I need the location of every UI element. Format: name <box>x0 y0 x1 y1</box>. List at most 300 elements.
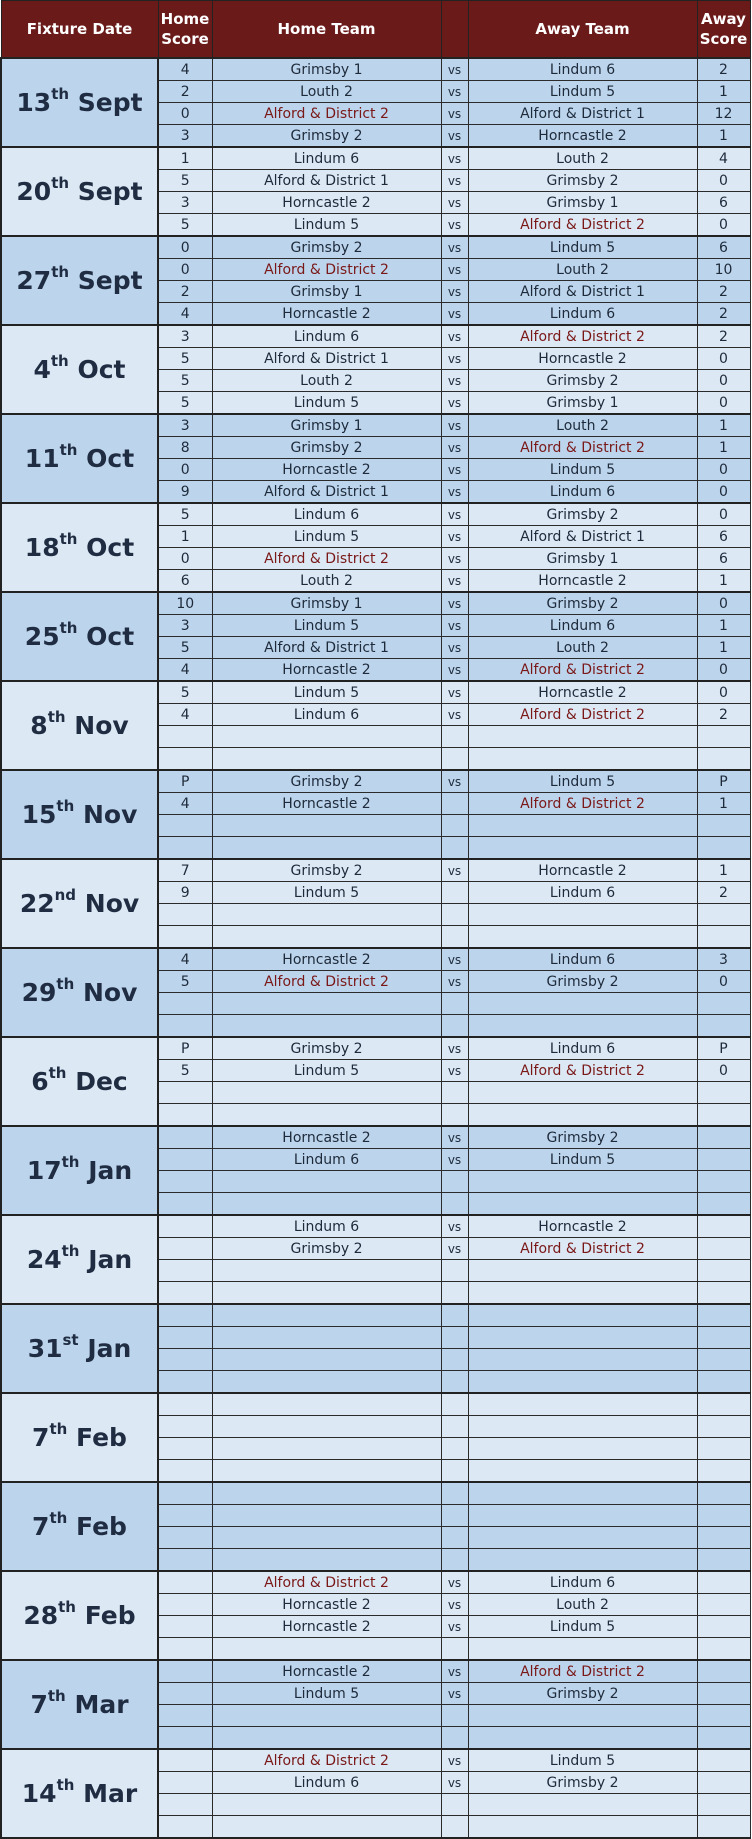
home-team-cell <box>212 1638 441 1661</box>
vs-cell <box>441 1304 468 1327</box>
away-team-cell: Horncastle 2 <box>468 125 697 148</box>
fixture-group <box>1 1571 750 1660</box>
away-team-cell: Lindum 5 <box>468 1749 697 1772</box>
away-team-cell: Horncastle 2 <box>468 681 697 704</box>
home-team-cell <box>212 837 441 860</box>
away-team-cell: Alford & District 2 <box>468 1660 697 1683</box>
away-score-cell: 4 <box>697 147 750 170</box>
home-team-cell <box>212 1482 441 1505</box>
home-score-cell <box>158 1349 212 1371</box>
home-team-cell: Lindum 5 <box>212 1683 441 1705</box>
fixture-date <box>1 770 158 859</box>
away-score-cell: 0 <box>697 348 750 370</box>
away-score-cell <box>697 1482 750 1505</box>
header-home-team: Home Team <box>212 1 441 59</box>
away-team-cell <box>468 837 697 860</box>
fixture-day-suffix: th <box>59 441 78 460</box>
away-team-cell: Lindum 5 <box>468 770 697 793</box>
away-team-cell <box>468 1549 697 1572</box>
away-team-cell: Alford & District 2 <box>468 1238 697 1260</box>
away-score-cell: 1 <box>697 793 750 815</box>
fixture-group <box>1 1215 750 1304</box>
home-team-cell <box>212 1505 441 1527</box>
fixture-day: 27 <box>16 265 52 295</box>
away-score-cell <box>697 1527 750 1549</box>
home-score-cell: 0 <box>158 259 212 281</box>
away-team-cell <box>468 1104 697 1127</box>
away-team-cell <box>468 1327 697 1349</box>
fixture-day-suffix: th <box>51 85 70 104</box>
fixture-group <box>1 1482 750 1571</box>
home-score-cell <box>158 1327 212 1349</box>
vs-cell: vs <box>441 214 468 237</box>
away-score-cell <box>697 1171 750 1193</box>
away-team-cell: Lindum 6 <box>468 481 697 504</box>
away-team-cell: Grimsby 2 <box>468 503 697 526</box>
fixture-day-suffix: th <box>59 619 78 638</box>
vs-cell: vs <box>441 592 468 615</box>
vs-cell: vs <box>441 81 468 103</box>
home-score-cell: 5 <box>158 971 212 993</box>
vs-cell: vs <box>441 1749 468 1772</box>
vs-cell <box>441 1527 468 1549</box>
away-team-cell: Grimsby 2 <box>468 1126 697 1149</box>
vs-cell: vs <box>441 1037 468 1060</box>
away-score-cell: 2 <box>697 325 750 348</box>
home-team-cell: Alford & District 2 <box>212 971 441 993</box>
vs-cell: vs <box>441 971 468 993</box>
home-score-cell <box>158 1705 212 1727</box>
vs-cell: vs <box>441 1594 468 1616</box>
away-score-cell <box>697 1683 750 1705</box>
away-team-cell: Grimsby 2 <box>468 170 697 192</box>
away-score-cell: 0 <box>697 971 750 993</box>
away-team-cell: Louth 2 <box>468 259 697 281</box>
home-score-cell: 4 <box>158 303 212 326</box>
away-score-cell: 6 <box>697 526 750 548</box>
home-team-cell <box>212 1460 441 1483</box>
fixture-day-suffix: th <box>56 975 75 994</box>
away-score-cell <box>697 726 750 748</box>
fixture-group <box>1 325 750 414</box>
vs-cell <box>441 1371 468 1394</box>
fixture-group <box>1 1126 750 1215</box>
away-team-cell: Lindum 6 <box>468 58 697 81</box>
away-score-cell <box>697 1282 750 1305</box>
home-score-cell <box>158 726 212 748</box>
home-score-cell <box>158 1282 212 1305</box>
fixture-group <box>1 1749 750 1838</box>
home-team-cell: Horncastle 2 <box>212 659 441 682</box>
fixture-month: Jan <box>87 1333 132 1363</box>
home-score-cell: 3 <box>158 125 212 148</box>
vs-cell: vs <box>441 125 468 148</box>
vs-cell <box>441 1282 468 1305</box>
home-team-cell <box>212 1371 441 1394</box>
home-team-cell: Horncastle 2 <box>212 303 441 326</box>
away-score-cell: 0 <box>697 370 750 392</box>
home-score-cell <box>158 1460 212 1483</box>
vs-cell <box>441 882 468 904</box>
home-team-cell <box>212 1705 441 1727</box>
home-team-cell: Alford & District 2 <box>212 259 441 281</box>
home-score-cell: 4 <box>158 704 212 726</box>
away-team-cell <box>468 1371 697 1394</box>
away-score-cell <box>697 1438 750 1460</box>
away-team-cell <box>468 1794 697 1816</box>
home-team-cell: Louth 2 <box>212 570 441 593</box>
home-score-cell <box>158 1104 212 1127</box>
home-score-cell <box>158 815 212 837</box>
away-team-cell: Alford & District 2 <box>468 793 697 815</box>
away-team-cell: Lindum 6 <box>468 1571 697 1594</box>
away-team-cell: Louth 2 <box>468 1594 697 1616</box>
away-score-cell <box>697 1616 750 1638</box>
home-score-cell: 5 <box>158 370 212 392</box>
vs-cell: vs <box>441 1238 468 1260</box>
vs-cell <box>441 837 468 860</box>
away-team-cell <box>468 1527 697 1549</box>
table-row <box>1 147 750 170</box>
home-score-cell: P <box>158 1037 212 1060</box>
fixture-date <box>1 1660 158 1749</box>
away-score-cell <box>697 1104 750 1127</box>
home-score-cell: 5 <box>158 392 212 415</box>
table-row <box>1 770 750 793</box>
away-score-cell <box>697 1215 750 1238</box>
home-score-cell <box>158 1171 212 1193</box>
away-score-cell <box>697 1772 750 1794</box>
away-team-cell: Horncastle 2 <box>468 1215 697 1238</box>
away-team-cell: Alford & District 2 <box>468 214 697 237</box>
vs-cell <box>441 793 468 815</box>
vs-cell: vs <box>441 1772 468 1794</box>
fixture-day: 15 <box>21 799 57 829</box>
fixture-month: Feb <box>76 1511 127 1541</box>
fixture-month: Oct <box>77 354 126 384</box>
fixture-date <box>1 414 158 503</box>
home-team-cell: Lindum 5 <box>212 681 441 704</box>
vs-cell: vs <box>441 392 468 415</box>
home-score-cell <box>158 1594 212 1616</box>
home-score-cell: 1 <box>158 526 212 548</box>
home-score-cell: 5 <box>158 348 212 370</box>
away-score-cell <box>697 1304 750 1327</box>
fixture-day: 29 <box>21 977 57 1007</box>
home-score-cell: 5 <box>158 681 212 704</box>
vs-cell: vs <box>441 459 468 481</box>
fixture-day-suffix: th <box>48 1064 67 1083</box>
home-score-cell: 9 <box>158 882 212 904</box>
home-team-cell: Lindum 5 <box>212 526 441 548</box>
away-team-cell: Lindum 5 <box>468 81 697 103</box>
away-team-cell: Louth 2 <box>468 637 697 659</box>
home-team-cell <box>212 726 441 748</box>
away-team-cell: Lindum 5 <box>468 1149 697 1171</box>
vs-cell <box>441 1416 468 1438</box>
away-score-cell <box>697 1816 750 1839</box>
away-score-cell: 12 <box>697 103 750 125</box>
away-team-cell <box>468 1260 697 1282</box>
home-team-cell <box>212 926 441 949</box>
away-team-cell <box>468 815 697 837</box>
vs-cell: vs <box>441 570 468 593</box>
vs-cell: vs <box>441 615 468 637</box>
home-team-cell <box>212 1260 441 1282</box>
away-score-cell: 0 <box>697 1060 750 1082</box>
table-row <box>1 1660 750 1683</box>
away-team-cell <box>468 1482 697 1505</box>
away-team-cell <box>468 993 697 1015</box>
fixture-day: 14 <box>21 1778 57 1808</box>
header-away-score-line1: Away <box>701 10 746 28</box>
home-score-cell <box>158 1304 212 1327</box>
fixture-group <box>1 1660 750 1749</box>
fixture-day-suffix: th <box>61 1242 80 1261</box>
away-score-cell: P <box>697 770 750 793</box>
home-team-cell: Grimsby 1 <box>212 592 441 615</box>
vs-cell: vs <box>441 548 468 570</box>
home-score-cell: 5 <box>158 170 212 192</box>
home-team-cell: Alford & District 2 <box>212 548 441 570</box>
vs-cell: vs <box>441 1571 468 1594</box>
home-score-cell: 0 <box>158 236 212 259</box>
fixture-group <box>1 681 750 770</box>
away-score-cell <box>697 1327 750 1349</box>
vs-cell <box>441 1327 468 1349</box>
home-team-cell: Horncastle 2 <box>212 1616 441 1638</box>
away-score-cell <box>697 1082 750 1104</box>
home-score-cell <box>158 1571 212 1594</box>
vs-cell: vs <box>441 281 468 303</box>
fixture-group <box>1 1304 750 1393</box>
home-team-cell <box>212 1015 441 1038</box>
header-fixture-date: Fixture Date <box>1 1 158 59</box>
home-score-cell: 9 <box>158 481 212 504</box>
away-score-cell: 0 <box>697 392 750 415</box>
fixture-date <box>1 1304 158 1393</box>
fixture-group <box>1 948 750 1037</box>
home-team-cell <box>212 1727 441 1750</box>
home-team-cell <box>212 993 441 1015</box>
fixture-month: Dec <box>75 1066 128 1096</box>
vs-cell <box>441 1082 468 1104</box>
away-team-cell <box>468 904 697 926</box>
vs-cell: vs <box>441 348 468 370</box>
away-score-cell <box>697 1727 750 1750</box>
home-team-cell: Grimsby 1 <box>212 414 441 437</box>
header-away-score-line2: Score <box>699 30 748 48</box>
away-team-cell <box>468 1304 697 1327</box>
away-score-cell <box>697 748 750 771</box>
home-team-cell: Horncastle 2 <box>212 948 441 971</box>
away-team-cell <box>468 1015 697 1038</box>
fixture-month: Sept <box>77 265 143 295</box>
fixture-month: Oct <box>86 443 135 473</box>
vs-cell: vs <box>441 325 468 348</box>
fixture-month: Jan <box>88 1155 133 1185</box>
fixture-month: Oct <box>86 621 135 651</box>
fixture-date <box>1 1037 158 1126</box>
home-score-cell <box>158 1772 212 1794</box>
home-score-cell: 4 <box>158 659 212 682</box>
fixture-group <box>1 592 750 681</box>
home-team-cell: Lindum 6 <box>212 147 441 170</box>
home-score-cell <box>158 1416 212 1438</box>
away-score-cell <box>697 1571 750 1594</box>
home-team-cell: Louth 2 <box>212 81 441 103</box>
away-team-cell <box>468 1171 697 1193</box>
vs-cell <box>441 748 468 771</box>
away-score-cell: 6 <box>697 548 750 570</box>
fixture-day: 4 <box>33 354 51 384</box>
away-team-cell: Alford & District 1 <box>468 281 697 303</box>
fixture-month: Mar <box>74 1689 129 1719</box>
home-score-cell: P <box>158 770 212 793</box>
vs-cell: vs <box>441 681 468 704</box>
fixture-day-suffix: th <box>47 708 66 727</box>
away-team-cell <box>468 1727 697 1750</box>
vs-cell <box>441 1171 468 1193</box>
home-team-cell <box>212 1082 441 1104</box>
home-team-cell: Horncastle 2 <box>212 459 441 481</box>
away-score-cell: 0 <box>697 481 750 504</box>
fixture-day-suffix: th <box>61 1153 80 1172</box>
fixture-date <box>1 1126 158 1215</box>
away-score-cell <box>697 1193 750 1216</box>
home-team-cell: Grimsby 2 <box>212 859 441 882</box>
home-score-cell: 1 <box>158 147 212 170</box>
home-team-cell <box>212 1104 441 1127</box>
away-score-cell <box>697 1126 750 1149</box>
fixture-date <box>1 325 158 414</box>
vs-cell: vs <box>441 1060 468 1082</box>
vs-cell <box>441 1260 468 1282</box>
away-score-cell <box>697 1549 750 1572</box>
home-score-cell: 7 <box>158 859 212 882</box>
fixture-day-suffix: st <box>62 1331 79 1350</box>
home-score-cell <box>158 1482 212 1505</box>
home-team-cell: Grimsby 2 <box>212 125 441 148</box>
fixture-day: 6 <box>31 1066 49 1096</box>
home-score-cell: 5 <box>158 503 212 526</box>
home-score-cell <box>158 1794 212 1816</box>
home-score-cell <box>158 1749 212 1772</box>
table-row <box>1 1304 750 1327</box>
table-row <box>1 592 750 615</box>
header-home-score <box>158 1 212 59</box>
fixture-date <box>1 1571 158 1660</box>
home-team-cell <box>212 1527 441 1549</box>
away-score-cell: 0 <box>697 214 750 237</box>
fixture-date <box>1 1482 158 1571</box>
away-score-cell: 1 <box>697 437 750 459</box>
home-score-cell: 5 <box>158 1060 212 1082</box>
table-row <box>1 1571 750 1594</box>
home-score-cell: 3 <box>158 414 212 437</box>
home-team-cell: Lindum 6 <box>212 1772 441 1794</box>
table-row <box>1 948 750 971</box>
away-team-cell: Louth 2 <box>468 147 697 170</box>
home-team-cell <box>212 1327 441 1349</box>
away-score-cell: 1 <box>697 125 750 148</box>
away-score-cell: 2 <box>697 704 750 726</box>
fixture-month: Nov <box>82 977 138 1007</box>
home-team-cell: Horncastle 2 <box>212 1126 441 1149</box>
home-score-cell: 2 <box>158 81 212 103</box>
away-score-cell <box>697 1260 750 1282</box>
away-team-cell: Grimsby 1 <box>468 548 697 570</box>
home-team-cell <box>212 1171 441 1193</box>
fixture-day-suffix: th <box>49 1420 68 1439</box>
fixture-group <box>1 859 750 948</box>
vs-cell: vs <box>441 236 468 259</box>
vs-cell <box>441 815 468 837</box>
away-team-cell: Alford & District 1 <box>468 103 697 125</box>
home-score-cell: 3 <box>158 615 212 637</box>
fixture-day-suffix: th <box>50 352 69 371</box>
home-team-cell <box>212 1393 441 1416</box>
vs-cell: vs <box>441 303 468 326</box>
away-team-cell: Grimsby 2 <box>468 1772 697 1794</box>
vs-cell <box>441 1549 468 1572</box>
vs-cell <box>441 926 468 949</box>
fixture-day-suffix: th <box>49 1509 68 1528</box>
away-score-cell <box>697 1749 750 1772</box>
away-team-cell: Horncastle 2 <box>468 570 697 593</box>
home-score-cell <box>158 1549 212 1572</box>
away-score-cell: 0 <box>697 459 750 481</box>
away-team-cell <box>468 1438 697 1460</box>
table-row <box>1 1126 750 1149</box>
vs-cell: vs <box>441 526 468 548</box>
home-team-cell <box>212 1438 441 1460</box>
home-score-cell <box>158 1149 212 1171</box>
home-team-cell <box>212 1416 441 1438</box>
vs-cell <box>441 1816 468 1839</box>
fixture-day: 8 <box>30 710 48 740</box>
home-team-cell: Grimsby 1 <box>212 58 441 81</box>
vs-cell: vs <box>441 1616 468 1638</box>
vs-cell <box>441 1638 468 1661</box>
table-row <box>1 859 750 882</box>
away-team-cell: Horncastle 2 <box>468 859 697 882</box>
away-score-cell <box>697 1794 750 1816</box>
home-score-cell: 3 <box>158 192 212 214</box>
home-team-cell: Lindum 6 <box>212 704 441 726</box>
vs-cell: vs <box>441 437 468 459</box>
home-score-cell <box>158 1638 212 1661</box>
fixture-date <box>1 681 158 770</box>
away-score-cell: 0 <box>697 659 750 682</box>
fixture-month: Sept <box>77 176 143 206</box>
vs-cell <box>441 904 468 926</box>
away-team-cell: Grimsby 2 <box>468 370 697 392</box>
home-team-cell: Horncastle 2 <box>212 192 441 214</box>
home-team-cell: Lindum 5 <box>212 882 441 904</box>
home-team-cell: Lindum 5 <box>212 615 441 637</box>
away-score-cell <box>697 837 750 860</box>
table-row <box>1 236 750 259</box>
vs-cell <box>441 726 468 748</box>
away-team-cell: Lindum 6 <box>468 303 697 326</box>
vs-cell <box>441 1015 468 1038</box>
away-score-cell: 10 <box>697 259 750 281</box>
home-score-cell <box>158 926 212 949</box>
away-team-cell: Horncastle 2 <box>468 348 697 370</box>
away-score-cell: 6 <box>697 236 750 259</box>
away-team-cell: Lindum 5 <box>468 1616 697 1638</box>
